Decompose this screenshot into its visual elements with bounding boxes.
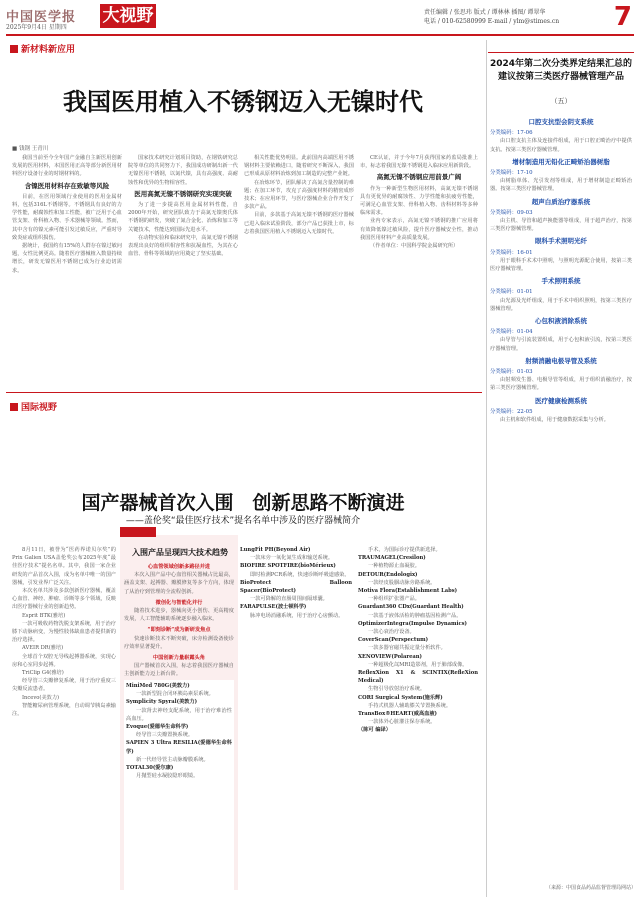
device-desc: 一种组织扩张器产品。 xyxy=(368,596,420,603)
device-name: （陈可 编译） xyxy=(358,727,391,734)
right-rule xyxy=(488,52,634,53)
right-source: （来源：中国食品药品监督管理局网站） xyxy=(545,885,636,891)
square-icon xyxy=(10,45,18,53)
article2-col-1 xyxy=(12,546,116,890)
product-description: 由光源及光纤组成，用于手术中组织照明，按第三类医疗器械管理。 xyxy=(490,297,632,312)
section-label-materials: 新材料新应用 xyxy=(10,42,75,55)
section-label-international: 国际视野 xyxy=(10,400,57,413)
device-name: ReflexXion X1 & SCINTIX(RefleXion Medical) xyxy=(358,670,478,685)
right-headline: 2024年第二次分类界定结果汇总的建议按第三类医疗器械管理产品 xyxy=(489,59,633,82)
device-desc: 一款体外心脏灌注保存系统。 xyxy=(368,719,436,726)
device-name: TransBox®HEART(威高血液) xyxy=(358,711,438,718)
editor-info: 责任编辑 / 张思玮 版式 / 谭林林 插图/ 谭翠华 电话 / 010-62580999 E-mail / ylm@stimes.cn xyxy=(424,9,560,25)
paragraph: CE认证，并于今年7月获得国家药监局批准上市，标志着我国无镍不锈钢进入临床应用新阶段。 xyxy=(360,155,478,170)
device-desc: 一款可降解的直肠周围间隔球囊。 xyxy=(250,596,328,603)
paragraph: 医用高氮无镍不锈钢研究实现突破 xyxy=(134,189,232,198)
paragraph: Incevo(美敦力) xyxy=(22,694,60,701)
paragraph: 我国当前至今全年国产金融自主新医用创新发展的医用材料，本国医用正高等部分新医用材料医疗设备行业的时钢材料的。 xyxy=(12,155,122,178)
newspaper-logo: 中国医学报 xyxy=(6,10,77,25)
device-desc: 经导管三尖瓣置换系统。 xyxy=(136,732,194,739)
box-subhead: 中国创新力量崭露头角 xyxy=(153,655,205,662)
box-paragraph: 国产器械首次入围，标志着我国医疗器械自主创新能力迈上新台阶。 xyxy=(124,663,234,678)
classification-code: 分类编码：01-03 xyxy=(490,369,533,376)
device-desc: 一款肾去神经支配系统，用于治疗难治性高血压。 xyxy=(126,707,232,722)
paragraph: TriClip G4(雅培) xyxy=(22,670,64,677)
device-desc: 月抛型硅水凝胶隐形眼镜。 xyxy=(136,773,199,780)
product-name: 手术照明系统 xyxy=(541,277,581,286)
paragraph: 国家技术研究计划项目资助，在钢铁研究总院等单位的共同努力下，我国成功研制出新一代无镍医用不锈钢，以氮代镍，具有高强度、高耐蚀性和优异的生物相容性。 xyxy=(128,155,238,186)
classification-code: 分类编码：16-01 xyxy=(490,249,533,256)
device-name: MiniMed 780G(美敦力) xyxy=(126,683,190,689)
product-description: 由主机和软件组成，用于健康数据采集与分析。 xyxy=(500,417,609,424)
core-reading-tag xyxy=(120,527,156,537)
device-desc: 即时检测PCR系统，快速诊断呼吸道感染。 xyxy=(250,571,350,578)
product-name: 心包积液消除系统 xyxy=(535,317,587,326)
product-description: 由口腔支抗主体及连接件组成，用于口腔正畸治疗中提供支抗。按第三类医疗器械管理。 xyxy=(490,138,632,153)
device-name: Guardant360 CDx(Guardant Health) xyxy=(358,604,464,611)
paragraph: 经导管三尖瓣修复系统，用于治疗重度三尖瓣反流患者。 xyxy=(12,678,116,693)
device-desc: 手术，为国际诊疗提供新选择。 xyxy=(368,547,441,553)
paragraph: 本次名单共涉及多款创新医疗器械，覆盖心血管、神经、肿瘤、诊断等多个领域，反映出医疗器械行业的创新趋势。 xyxy=(12,588,116,611)
article-col-4 xyxy=(360,154,478,384)
classification-code: 分类编码：22-05 xyxy=(490,408,533,415)
device-name: CoverScan(Perspectum) xyxy=(358,637,429,644)
paragraph: 在动物实验和临床研究中，高氮无镍不锈钢表现出良好的组织相容性和抗凝血性，为其在心血管、骨科等领域的应用奠定了坚实基础。 xyxy=(128,234,238,258)
headline-domestic-device: 国产器械首次入围 创新思路不断演进 xyxy=(81,492,405,514)
byline: ■ 钱钢 王青川 xyxy=(12,146,49,152)
device-desc: 一款床旁一氧化氮生成和输送系统。 xyxy=(250,555,334,562)
device-desc: 脉冲电场消融系统，用于治疗心房颤动。 xyxy=(250,612,344,619)
paragraph: 含镍医用材料存在致敏等风险 xyxy=(24,181,110,190)
paragraph: 业内专家表示，高氮无镍不锈钢的推广应用将有效降低镍过敏风险，提升医疗器械安全性，推动我国医用材料产业高质量发展。 xyxy=(360,218,478,241)
device-desc: 一款心衰治疗设备。 xyxy=(368,629,415,636)
square-icon xyxy=(10,403,18,411)
device-desc: 一种超极化氙MRI造影剂，用于肺部成像。 xyxy=(368,661,468,668)
right-series-number: （五） xyxy=(550,97,572,105)
classification-list xyxy=(490,114,632,882)
headline-nickel-free: 我国医用植入不锈钢迈入无镍时代 xyxy=(63,88,423,116)
box-title: 入围产品呈现四大技术趋势 xyxy=(132,548,228,557)
device-name: Evoque(爱德华生命科学) xyxy=(126,724,189,731)
header-rule xyxy=(6,34,634,36)
article2-col-4 xyxy=(358,546,478,890)
article2-col-3 xyxy=(240,546,352,890)
paragraph: 在冶炼环节，团队解决了高氮含量控制的难题；在加工环节，攻克了高强度材料的精密成形技术；在应用环节，与医疗器械企业合作开发了多款产品。 xyxy=(244,179,354,211)
paragraph: AVEIR DR(雅培) xyxy=(22,645,64,652)
paragraph: 目前，在医用领域行业使用的医用金属材料，包括316L不锈钢等。不锈钢具有良好的力学性能，耐腐蚀性和加工性能，被广泛用于心血管支架、骨科植入物、手术器械等领域。然而，其中含有的镍元素可能引发过敏反应，严重时导致炎症或组织损伤。 xyxy=(12,193,122,241)
device-name: FARAPULSE(波士顿科学) xyxy=(240,604,307,611)
product-description: 由树脂单体、光引发剂等组成，用于增材制造正畸矫治器。按第三类医疗器械管理。 xyxy=(490,178,632,193)
paragraph: Esprit BTK(雅培) xyxy=(22,612,66,619)
product-name: 射频消融电极导管及系统 xyxy=(525,356,597,365)
article-col-3 xyxy=(244,154,354,384)
paragraph: 为了进一步提高医用金属材料性能，自2000年开始，研究团队致力于高氮无镍奥氏体不锈钢的研发，突破了氮合金化、冶炼和加工等关键技术，性能达到国际先进水平。 xyxy=(128,202,238,233)
subheadline: ——盖伦奖“最佳医疗技术”提名名单中涉及的医疗器械简介 xyxy=(125,516,361,526)
page-header xyxy=(0,0,640,34)
product-description: 由主机、导管和超声换能器等组成，用于超声治疗，按第三类医疗器械管理。 xyxy=(490,218,632,233)
paragraph: 目前，多款基于高氮无镍不锈钢的医疗器械已进入临床试验阶段，部分产品已获批上市，标志着我国医用植入不锈钢迈入无镍时代。 xyxy=(244,212,354,235)
device-name: LungFit PH(Beyond Air) xyxy=(240,547,311,553)
product-name: 超声白质治疗器系统 xyxy=(531,197,591,206)
device-name: OptimizerIntegra(Impulse Dynamics) xyxy=(358,620,467,627)
product-description: 由导管与引流装置组成，用于心包积液引流，按第三类医疗器械管理。 xyxy=(490,337,632,352)
device-desc: 一款新型混合闭环胰岛素泵系统。 xyxy=(136,691,214,698)
device-desc: 生物引导放射治疗系统。 xyxy=(368,686,426,693)
classification-code: 分类编码：17-10 xyxy=(490,170,533,177)
classification-code: 分类编码：01-01 xyxy=(490,289,533,296)
section-banner: 大视野 xyxy=(100,4,156,28)
device-name: XENOVIEW(Polarean) xyxy=(358,653,423,660)
product-name: 增材制造用无铅化正畸矫治器树脂 xyxy=(512,157,610,166)
device-name: Symplicity Spyral(美敦力) xyxy=(126,699,198,706)
device-name: SAPIEN 3 Ultra RESILIA(爱德华生命科学) xyxy=(126,740,232,755)
paragraph: （作者单位：中国科学院金属研究所） xyxy=(370,243,459,250)
box-paragraph: 随着技术进步，器械向更小创伤、更高精度发展，人工智能辅助系统逐步融入临床。 xyxy=(124,608,234,623)
paragraph: 高氮无镍不锈钢应用前景广阔 xyxy=(376,173,462,182)
product-name: 口腔支抗型会阴支系统 xyxy=(528,118,594,126)
paragraph: 8月11日，被誉为“医药界诺贝尔奖”的Prix Galien USA盖伦奖公布2025年度“最佳医疗技术”提名名单。其中，我国一家企业研发的产品首次入围，成为名单中唯一的国产器械，引发业界广泛关注。 xyxy=(12,547,116,586)
box-subhead: 微创化与智能化并行 xyxy=(155,599,203,606)
paragraph: 作为一种新型生物医用材料，高氮无镍不锈钢具有更优异的耐腐蚀性、力学性能和抗疲劳性能，可满足心血管支架、骨科植入物、齿科材料等多种临床需求。 xyxy=(360,185,478,217)
box-subhead: 心血管领域创新多路径并进 xyxy=(147,564,211,570)
device-desc: 一种植物源止血凝胶。 xyxy=(368,563,420,570)
article-col-1 xyxy=(12,154,122,384)
device-name: TOTAL30(爱尔康) xyxy=(126,765,174,772)
device-name: BioProtect Balloon Spacer(BioProtect) xyxy=(240,579,352,595)
box-paragraph: 本次入围产品中心血管相关器械占比最高，涵盖支架、起搏器、瓣膜修复等多个方向，体现了从治疗到管理的全流程创新。 xyxy=(124,572,234,595)
classification-code: 分类编码：09-03 xyxy=(490,209,533,216)
product-description: 用于眼科手术术中照明，与照明光源配合使用，按第三类医疗器械管理。 xyxy=(490,257,632,273)
page-number: 7 xyxy=(613,2,632,32)
box-subhead: “即刻诊断”成为新研发焦点 xyxy=(147,627,211,634)
section-divider xyxy=(6,392,482,393)
article-col-2 xyxy=(128,154,238,384)
product-name: 眼科手术照明光纤 xyxy=(535,237,587,246)
paragraph: 全球首个双腔无导线起搏器系统，实现心房和心室同步起搏。 xyxy=(12,653,116,668)
paragraph: 智能糖尿病管理系统，自动调节胰岛素输注。 xyxy=(12,702,116,718)
device-name: TRAUMAGEL(Cresilon) xyxy=(358,555,426,562)
paragraph: 相关性能优势明显。此前国内高端医用不锈钢材料主要依赖进口，随着研究不断深入，我国已形成从原材料冶炼到加工制造的完整产业链。 xyxy=(244,155,354,178)
device-name: DETOUR(Endologix) xyxy=(358,571,418,578)
device-name: Motiva Flora(Establishment Labs) xyxy=(358,588,458,595)
product-description: 由射频发生器、电极导管等组成，用于组织消融治疗，按第三类医疗器械管理。 xyxy=(490,377,632,392)
device-desc: 一款基于液体活检的肿瘤基因检测产品。 xyxy=(368,612,462,619)
device-desc: 一款经皮股腘动脉旁路系统。 xyxy=(368,579,436,586)
issue-date: 2025年9月4日 星期四 xyxy=(6,24,67,31)
device-desc: 一款多器官磁共振定量分析软件。 xyxy=(368,645,446,652)
device-desc: 新一代经导管主动脉瓣膜系统。 xyxy=(136,756,209,763)
product-name: 医疗健康检测系统 xyxy=(535,396,587,405)
paragraph: 一款可吸收药物洗脱支架系统，用于治疗膝下动脉病变，为慢性肢体缺血患者提供新的治疗选择。 xyxy=(12,620,116,644)
classification-code: 分类编码：01-04 xyxy=(490,329,533,336)
device-name: CORI Surgical System(施乐辉) xyxy=(358,694,443,701)
box-paragraph: 快速诊断技术不断突破，床旁检测设备使诊疗效率显著提升。 xyxy=(124,635,234,650)
device-desc: 手持式机器人辅助膝关节置换系统。 xyxy=(368,702,452,709)
classification-code: 分类编码：17-06 xyxy=(490,130,533,137)
article2-col-2 xyxy=(124,680,234,890)
paragraph: 据统计，我国约有15%的人群存在镍过敏问题，女性比例更高。随着医疗器械植入数量持续增长，研发无镍医用不锈钢已成为行业迫切需求。 xyxy=(12,243,122,274)
device-name: BIOFIRE SPOTFIRE(bioMérieux) xyxy=(240,563,336,570)
